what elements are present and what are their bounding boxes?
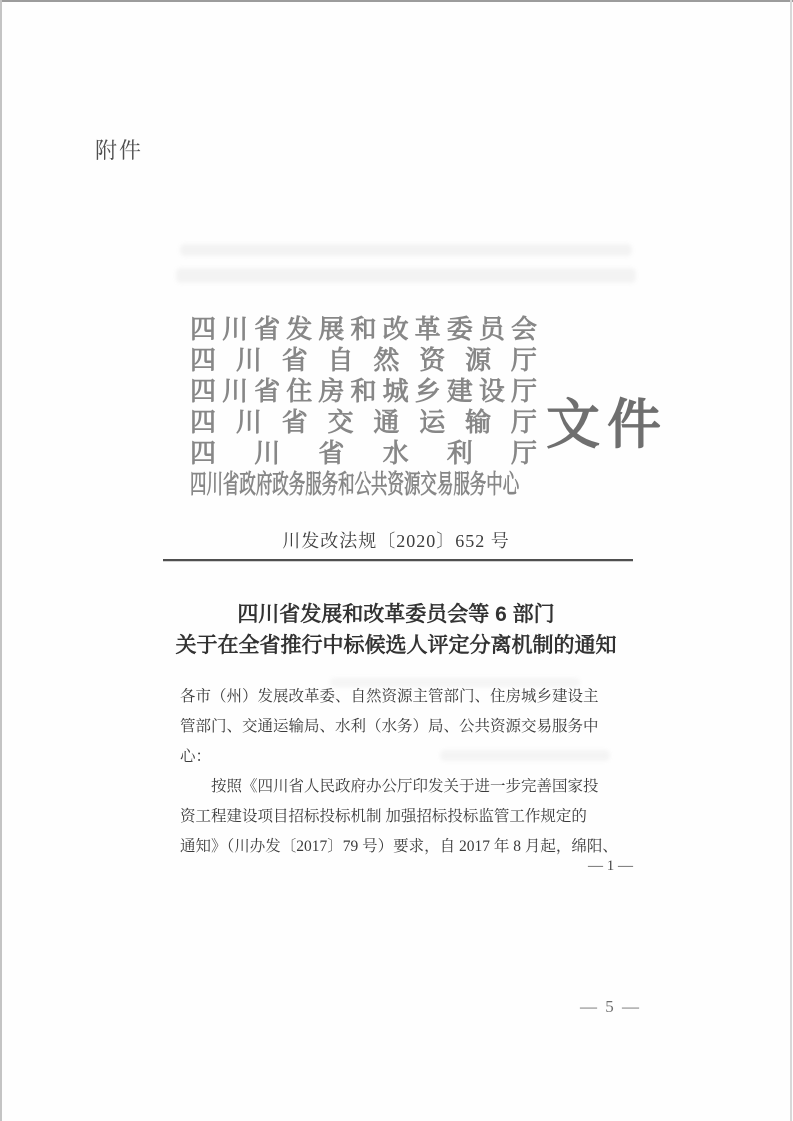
scan-edge-right bbox=[790, 0, 792, 1121]
body-line: 通知》（川办发〔2017〕79 号）要求，自 2017 年 8 月起，绵阳、 bbox=[180, 838, 618, 855]
letterhead bbox=[190, 314, 537, 500]
letterhead-agency-line: 四 川 省 住 房 和 城 乡 建 设 厅 bbox=[190, 377, 537, 406]
document-title bbox=[156, 599, 636, 661]
salutation-line: 心： bbox=[180, 748, 212, 765]
scan-edge-left bbox=[0, 0, 2, 1121]
letterhead-agency-line: 四川省政府政务服务和公共资源交易服务中心 bbox=[190, 470, 520, 499]
document-body bbox=[180, 682, 618, 862]
attachment-label: 附件 bbox=[95, 138, 144, 163]
document-title-line1: 四川省发展和改革委员会等 6 部门 bbox=[237, 603, 555, 626]
letterhead-agency-line: 四 川 省 交 通 运 输 厅 bbox=[190, 408, 537, 437]
salutation-line: 管部门、交通运输局、水利（水务）局、公共资源交易服务中 bbox=[180, 718, 599, 735]
letterhead-agency-line: 四 川 省 发 展 和 改 革 委 员 会 bbox=[190, 315, 537, 344]
divider-line bbox=[163, 559, 633, 561]
bleedthrough-smudge bbox=[180, 244, 632, 256]
scan-edge-top bbox=[0, 0, 793, 2]
letterhead-agency-line: 四 川 省 自 然 资 源 厅 bbox=[190, 346, 537, 375]
bleedthrough-smudge bbox=[176, 268, 636, 283]
letterhead-agency-line: 四 川 省 水 利 厅 bbox=[190, 439, 537, 468]
salutation-line: 各市（州）发展改革委、自然资源主管部门、住房城乡建设主 bbox=[180, 688, 599, 705]
inner-page-number: — 1 — bbox=[588, 858, 633, 874]
document-marker: 文件 bbox=[546, 395, 668, 455]
document-title-line2: 关于在全省推行中标候选人评定分离机制的通知 bbox=[175, 634, 617, 657]
outer-page-number: — 5 — bbox=[580, 997, 641, 1016]
body-line: 资工程建设项目招标投标机制 加强招标投标监管工作规定的 bbox=[180, 808, 587, 825]
body-line: 按照《四川省人民政府办公厅印发关于进一步完善国家投 bbox=[211, 778, 599, 795]
reference-number: 川发改法规〔2020〕652 号 bbox=[282, 531, 510, 551]
